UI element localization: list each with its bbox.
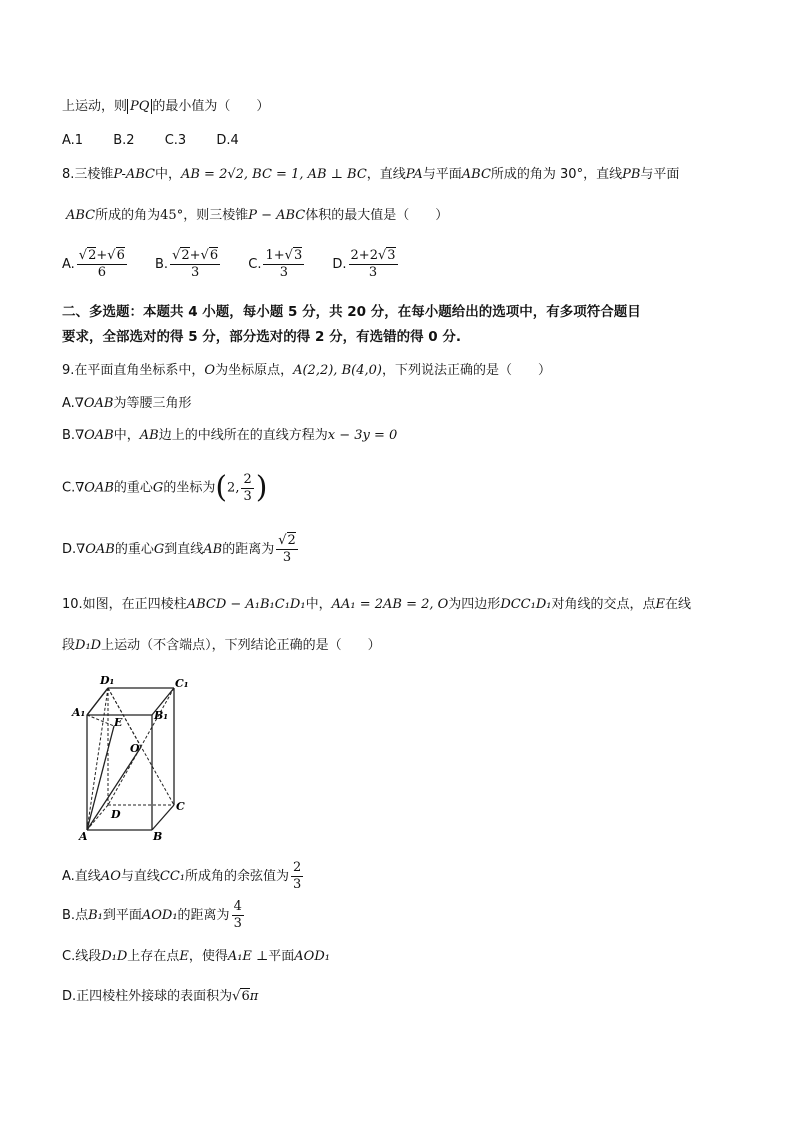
q8-b-den: 3 [190,265,200,280]
q9-b-t1: 中， [113,428,140,443]
q9-d-den: 3 [282,550,292,565]
q10-b-num: 4 [233,899,242,914]
q10-b-t2: 到平面 [102,908,142,923]
q8-d-num-b: 3 [387,248,396,263]
q10-e: E [655,597,665,612]
q8-c-num-pre: 1+ [265,248,285,263]
q10-option-b [62,896,246,936]
q8-c-den: 3 [279,265,288,280]
q9-c-num: 2 [243,471,252,487]
q8-pabc: P-ABC [113,167,155,182]
q10-c-rel: A₁E ⊥ [227,949,269,964]
q8-a-label: A. [62,257,75,272]
q10-b-plane: AOD₁ [141,908,178,923]
q9-c-tri: ∇OAB [75,480,114,496]
q7-stem-tail [62,97,269,117]
q10-b-t3: 的距离为 [177,908,230,923]
label-d: D [111,808,121,821]
section2-heading-line2: 要求，全部选对的得 5 分，部分选对的得 2 分，有选错的得 0 分. [62,329,462,345]
q10-a-label: A. [62,869,75,884]
q9-b-label: B. [62,428,76,443]
q9-a-label: A. [62,396,75,411]
q8-a-num-b: 6 [116,248,125,263]
q10-b-den: 3 [233,916,242,931]
q9-option-c [62,468,267,508]
q10-prism-figure [62,672,202,842]
label-o: O [130,742,140,755]
q9-b-tri: ∇OAB [75,428,114,443]
q8-l2-t2: ，则三棱锥 [183,208,249,223]
q8-abc-2: ABC [66,208,96,223]
q8-t1: ，直线 [366,167,406,182]
q8-t4: 与平面 [640,167,680,182]
label-a1: A₁ [72,706,86,719]
q10-d-label: D. [62,989,77,1004]
q9-o: O [204,363,216,378]
q8-t2: 与平面 [422,167,462,182]
edge-a1e-hidden [87,715,114,726]
q10-c-t1: 线段 [75,949,102,964]
q10-a-num: 2 [293,860,302,875]
q8-d-label: D. [332,257,347,272]
q7-options [62,131,265,151]
q9-d-t3: 的距离为 [222,542,275,557]
label-e: E [114,716,123,729]
q10-c-t3: ，使得 [188,949,228,964]
q9-d-num: √2 [278,533,296,548]
q10-l1-e: 在线 [665,597,692,612]
q10-a-t3: 所成角的余弦值为 [184,869,289,884]
q8-option-b [155,248,226,280]
label-b: B [153,830,163,842]
q10-d-val: 6 [241,989,250,1004]
label-c1: C₁ [175,677,189,690]
q8-b-num-a: 2 [181,248,190,263]
q10-c-plane: AOD₁ [294,949,330,964]
q8-b-fraction [170,248,220,281]
q9-c-rparen: ) [255,470,268,505]
q7-expr: PQ [127,99,152,114]
q10-l1-a: 10.如图，在正四棱柱 [62,597,187,612]
q7-option-c: C.3 [164,133,187,148]
q8-a-num-a: 2 [88,248,97,263]
q10-option-a [62,857,305,897]
q10-b-fraction [232,899,244,932]
q10-l1-b: 中， [305,597,332,612]
q10-l2-b: 上运动（不含端点），下列结论正确的是（ ） [101,638,381,653]
q10-d-text: 正四棱柱外接球的表面积为 [76,989,233,1004]
q9-stem-b: 为坐标原点， [215,363,294,378]
q8-option-a [62,248,133,280]
q9-stem [62,361,551,381]
q9-option-a [62,394,192,414]
q10-b-t1: 点 [75,908,89,923]
q10-l2-a: 段 [62,638,76,653]
q10-c-t2: 上存在点 [127,949,180,964]
label-c: C [176,800,185,813]
q8-d-den: 3 [368,265,378,280]
q8-b-label: B. [155,257,169,272]
q8-option-c [248,248,310,280]
edge-d1o-hidden [108,688,141,747]
q9-b-t2: 边上的中线所在的直线方程为 [158,428,328,443]
q8-abc: ABC [461,167,491,182]
q9-d-label: D. [62,542,77,557]
q8-a-plus: + [96,248,108,263]
q8-b-num: √2+√6 [172,248,219,263]
q9-b-ab: AB [139,428,159,443]
q8-d-num-pre: 2+2 [350,248,378,263]
q10-c-e: E [179,949,189,964]
label-b1: B₁ [154,709,169,722]
q9-c-t1: 的重心 [113,480,153,496]
edge-extra [87,688,108,715]
q8-a-fraction [77,248,127,281]
q10-prism: ABCD − A₁B₁C₁D₁ [186,597,306,612]
q10-d-pi: π [249,989,259,1004]
q10-a-fraction [291,860,303,893]
q9-b-eq: x − 3y = 0 [327,428,398,443]
q8-options [62,248,400,281]
q9-d-tri: ∇OAB [76,542,115,557]
q10-stem-line1 [62,595,691,615]
q8-d-num: 2+2√3 [350,248,396,263]
q8-d-fraction [349,248,398,281]
edge-bc [152,805,174,830]
q10-seg: D₁D [75,638,102,653]
q9-stem-c: ，下列说法正确的是（ ） [381,363,551,378]
q9-d-t2: 到直线 [164,542,204,557]
q7-option-b: B.2 [113,133,135,148]
q9-c-x: 2, [227,480,240,496]
q7-option-a: A.1 [62,133,84,148]
q9-stem-a: 9.在平面直角坐标系中， [62,363,205,378]
q8-prefix: 8.三棱锥 [62,167,114,182]
q8-c-label: C. [248,257,262,272]
q10-a-ao: AO [100,869,121,884]
label-d1: D₁ [100,674,115,687]
q10-stem-line2 [62,636,381,656]
q8-c-fraction [263,248,304,281]
q8-l2-t3: 体积的最大值是（ ） [305,208,449,223]
q8-t3: 所成的角为 30°，直线 [490,167,623,182]
q8-option-d [332,248,399,280]
q9-a-text: 为等腰三角形 [113,396,192,411]
q9-d-ab: AB [203,542,223,557]
q10-c-seg: D₁D [101,949,128,964]
q8-l2-t1: 所成的角为 [95,208,161,223]
q10-a-t2: 与直线 [120,869,160,884]
q7-option-d: D.4 [216,133,239,148]
q9-c-t2: 的坐标为 [163,480,216,496]
q7-text: 上运动，则 [62,99,128,114]
q8-pabc-2: P − ABC [248,208,306,223]
q8-a-num: √2+√6 [78,248,125,263]
q10-a-cc1: CC₁ [159,869,185,884]
q8-b-plus: + [189,248,201,263]
label-a: A [79,830,88,842]
q9-option-d [62,530,300,570]
q10-option-d [62,987,258,1007]
q9-a-tri: ∇OAB [74,396,114,411]
q10-l1-c: 为四边形 [448,597,501,612]
q9-c-fraction [241,472,253,505]
q10-d-radical: √ [232,989,241,1004]
q8-b-num-b: 6 [209,248,219,263]
q10-option-c [62,947,330,967]
q8-in: 中， [154,167,181,182]
q8-c-num-b: 3 [293,248,303,263]
q8-pb: PB [622,167,641,182]
q10-l1-d: 对角线的交点，点 [551,597,656,612]
q10-quad: DCC₁D₁ [500,597,552,612]
q9-d-fraction [276,533,298,566]
q10-b-b1: B₁ [88,908,103,923]
section2-heading-line1: 二、多选题：本题共 4 小题，每小题 5 分，共 20 分，在每小题给出的选项中，有多项符合题目 [62,304,641,320]
q10-c-label: C. [62,949,76,964]
q9-d-g: G [153,542,165,557]
q10-c-t4: 平面 [268,949,295,964]
q8-angle: 45° [160,208,184,223]
q9-c-den: 3 [243,488,252,504]
q9-d-num-val: 2 [287,533,296,548]
q9-option-b [62,426,397,446]
q9-c-g: G [152,480,164,496]
q10-b-label: B. [62,908,76,923]
q10-a-t1: 直线 [74,869,101,884]
q8-cond: AB = 2√2, BC = 1, AB ⊥ BC [180,167,367,182]
q10-cond: AA₁ = 2AB = 2, O [331,597,449,612]
q8-stem-line1 [62,165,679,185]
q9-points: A(2,2), B(4,0) [293,363,382,378]
q8-c-num: 1+√3 [265,248,303,263]
q9-c-lparen: ( [215,470,228,505]
q8-stem-line2 [66,206,448,226]
q8-pa: PA [405,167,423,182]
q10-a-den: 3 [293,877,302,892]
q9-c-label: C. [62,480,76,496]
q7-text-b: 的最小值为（ ） [152,99,270,114]
q9-d-t1: 的重心 [114,542,154,557]
q8-a-den: 6 [97,265,106,280]
